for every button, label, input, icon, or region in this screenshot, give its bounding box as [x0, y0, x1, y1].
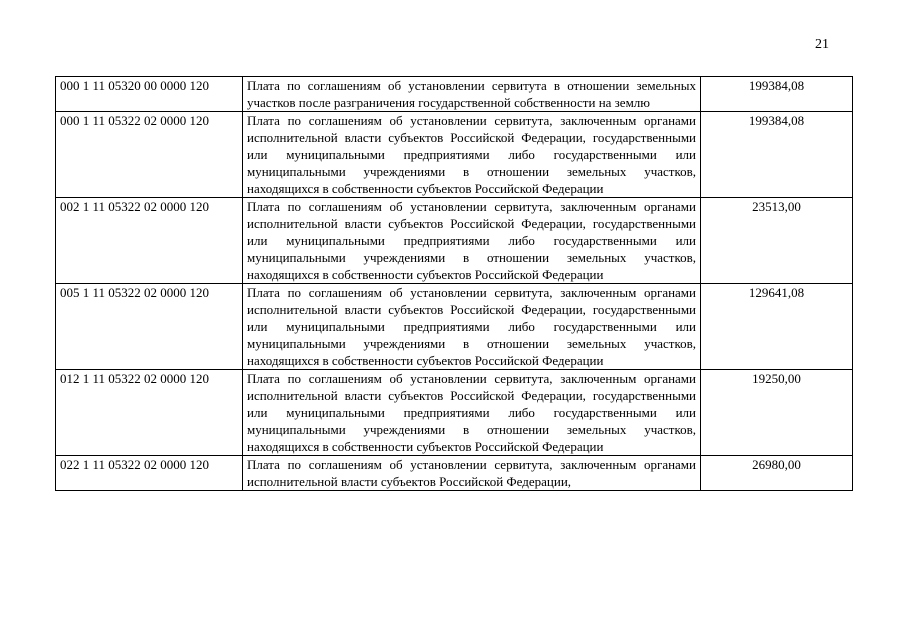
description-cell: Плата по соглашениям об установлении сервитута, заключенным органами исполнительной власти субъектов Российской Федерации, государственными или муниципальными предприятиями либо государственными или муниципальными учреждениями в отношении земельных участков, находящихся в собственности субъектов Российской Федерации [243, 284, 701, 370]
table-row [56, 77, 853, 112]
description-cell: Плата по соглашениям об установлении сервитута, заключенным органами исполнительной власти субъектов Российской Федерации, [243, 456, 701, 491]
budget-code-cell: 005 1 11 05322 02 0000 120 [56, 284, 243, 370]
table-row [56, 284, 853, 370]
description-cell: Плата по соглашениям об установлении сервитута, заключенным органами исполнительной власти субъектов Российской Федерации, государственными или муниципальными предприятиями либо государственными или муниципальными учреждениями в отношении земельных участков, находящихся в собственности субъектов Российской Федерации [243, 370, 701, 456]
budget-code-cell: 000 1 11 05320 00 0000 120 [56, 77, 243, 112]
amount-cell: 26980,00 [701, 456, 853, 491]
description-cell: Плата по соглашениям об установлении сервитута, заключенным органами исполнительной власти субъектов Российской Федерации, государственными или муниципальными предприятиями либо государственными или муниципальными учреждениями в отношении земельных участков, находящихся в собственности субъектов Российской Федерации [243, 198, 701, 284]
table-row [56, 198, 853, 284]
amount-cell: 199384,08 [701, 77, 853, 112]
revenue-table [55, 76, 853, 491]
table-row [56, 112, 853, 198]
description-cell: Плата по соглашениям об установлении сервитута в отношении земельных участков после разграничения государственной собственности на землю [243, 77, 701, 112]
amount-cell: 199384,08 [701, 112, 853, 198]
budget-code-cell: 012 1 11 05322 02 0000 120 [56, 370, 243, 456]
amount-cell: 23513,00 [701, 198, 853, 284]
description-cell: Плата по соглашениям об установлении сервитута, заключенным органами исполнительной власти субъектов Российской Федерации, государственными или муниципальными предприятиями либо государственными или муниципальными учреждениями в отношении земельных участков, находящихся в собственности субъектов Российской Федерации [243, 112, 701, 198]
budget-code-cell: 000 1 11 05322 02 0000 120 [56, 112, 243, 198]
table-row [56, 370, 853, 456]
table-row [56, 456, 853, 491]
amount-cell: 19250,00 [701, 370, 853, 456]
page-number: 21 [815, 37, 829, 52]
revenue-table-body [56, 77, 853, 491]
budget-code-cell: 002 1 11 05322 02 0000 120 [56, 198, 243, 284]
budget-code-cell: 022 1 11 05322 02 0000 120 [56, 456, 243, 491]
amount-cell: 129641,08 [701, 284, 853, 370]
